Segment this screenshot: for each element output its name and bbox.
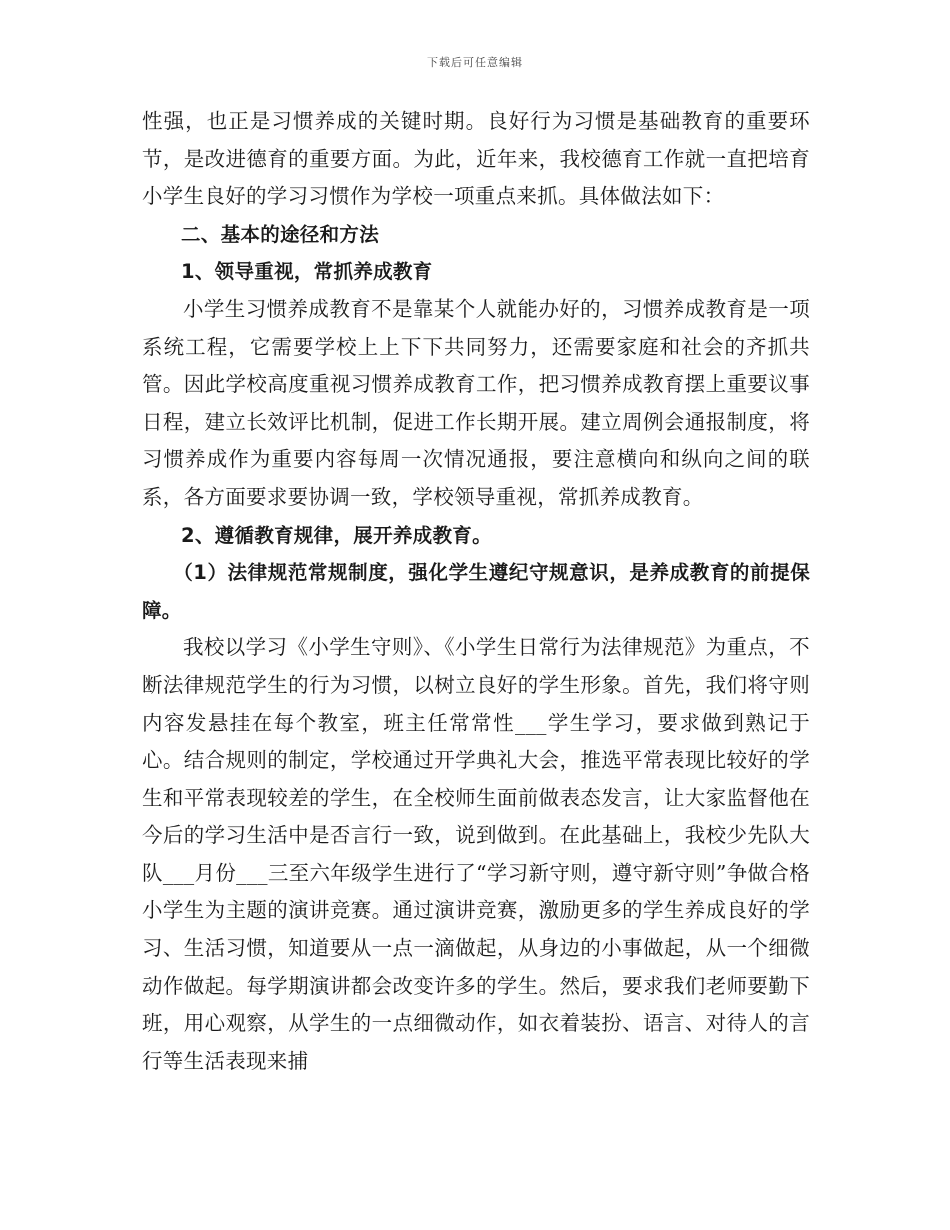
document-body	[142, 103, 810, 1080]
page-header: 下载后可任意编辑	[427, 56, 523, 69]
subsection-heading-leadership: 1、领导重视，常抓养成教育	[181, 260, 433, 284]
paragraph-regulations: 我校以学习《小学生守则》、《小学生日常行为法律规范》为重点，不断法律规范学生的行为习惯，以树立良好的学生形象。首先，我们将守则内容发悬挂在每个教室，班主任常常性___学生学习，要求做到熟记于心。结合规则的制定，学校通过开学典礼大会，推选平常表现比较好的学生和平常表现较差的学生，在全校师生面前做表态发言，让大家监督他在今后的学习生活中是否言行一致，说到做到。在此基础上，我校少先队大队___月份___三至六年级学生进行了“学习新守则，遵守新守则”争做合格小学生为主题的演讲竞赛。通过演讲竞赛，激励更多的学生养成良好的学习、生活习惯，知道要从一点一滴做起，从身边的小事做起，从一个细微动作做起。每学期演讲都会改变许多的学生。然后，要求我们老师要勤下班，用心观察，从学生的一点细微动作，如衣着装扮、语言、对待人的言行等生活表现来捕	[142, 635, 810, 1073]
item-heading-regulations: （1）法律规范常规制度，强化学生遵纪守规意识，是养成教育的前提保障。	[142, 561, 810, 622]
subsection-heading-education-law: 2、遵循教育规律，展开养成教育。	[181, 523, 492, 547]
paragraph-leadership: 小学生习惯养成教育不是靠某个人就能办好的，习惯养成教育是一项系统工程，它需要学校上上下下共同努力，还需要家庭和社会的齐抓共管。因此学校高度重视习惯养成教育工作，把习惯养成教育摆上重要议事日程，建立长效评比机制，促进工作长期开展。建立周例会通报制度，将习惯养成作为重要内容每周一次情况通报，要注意横向和纵向之间的联系，各方面要求要协调一致，学校领导重视，常抓养成教育。	[142, 296, 810, 509]
paragraph-intro-continuation: 性强，也正是习惯养成的关键时期。良好行为习惯是基础教育的重要环节，是改进德育的重要方面。为此，近年来，我校德育工作就一直把培育小学生良好的学习习惯作为学校一项重点来抓。具体做法如下：	[142, 109, 810, 209]
section-heading-methods: 二、基本的途径和方法	[181, 222, 380, 246]
